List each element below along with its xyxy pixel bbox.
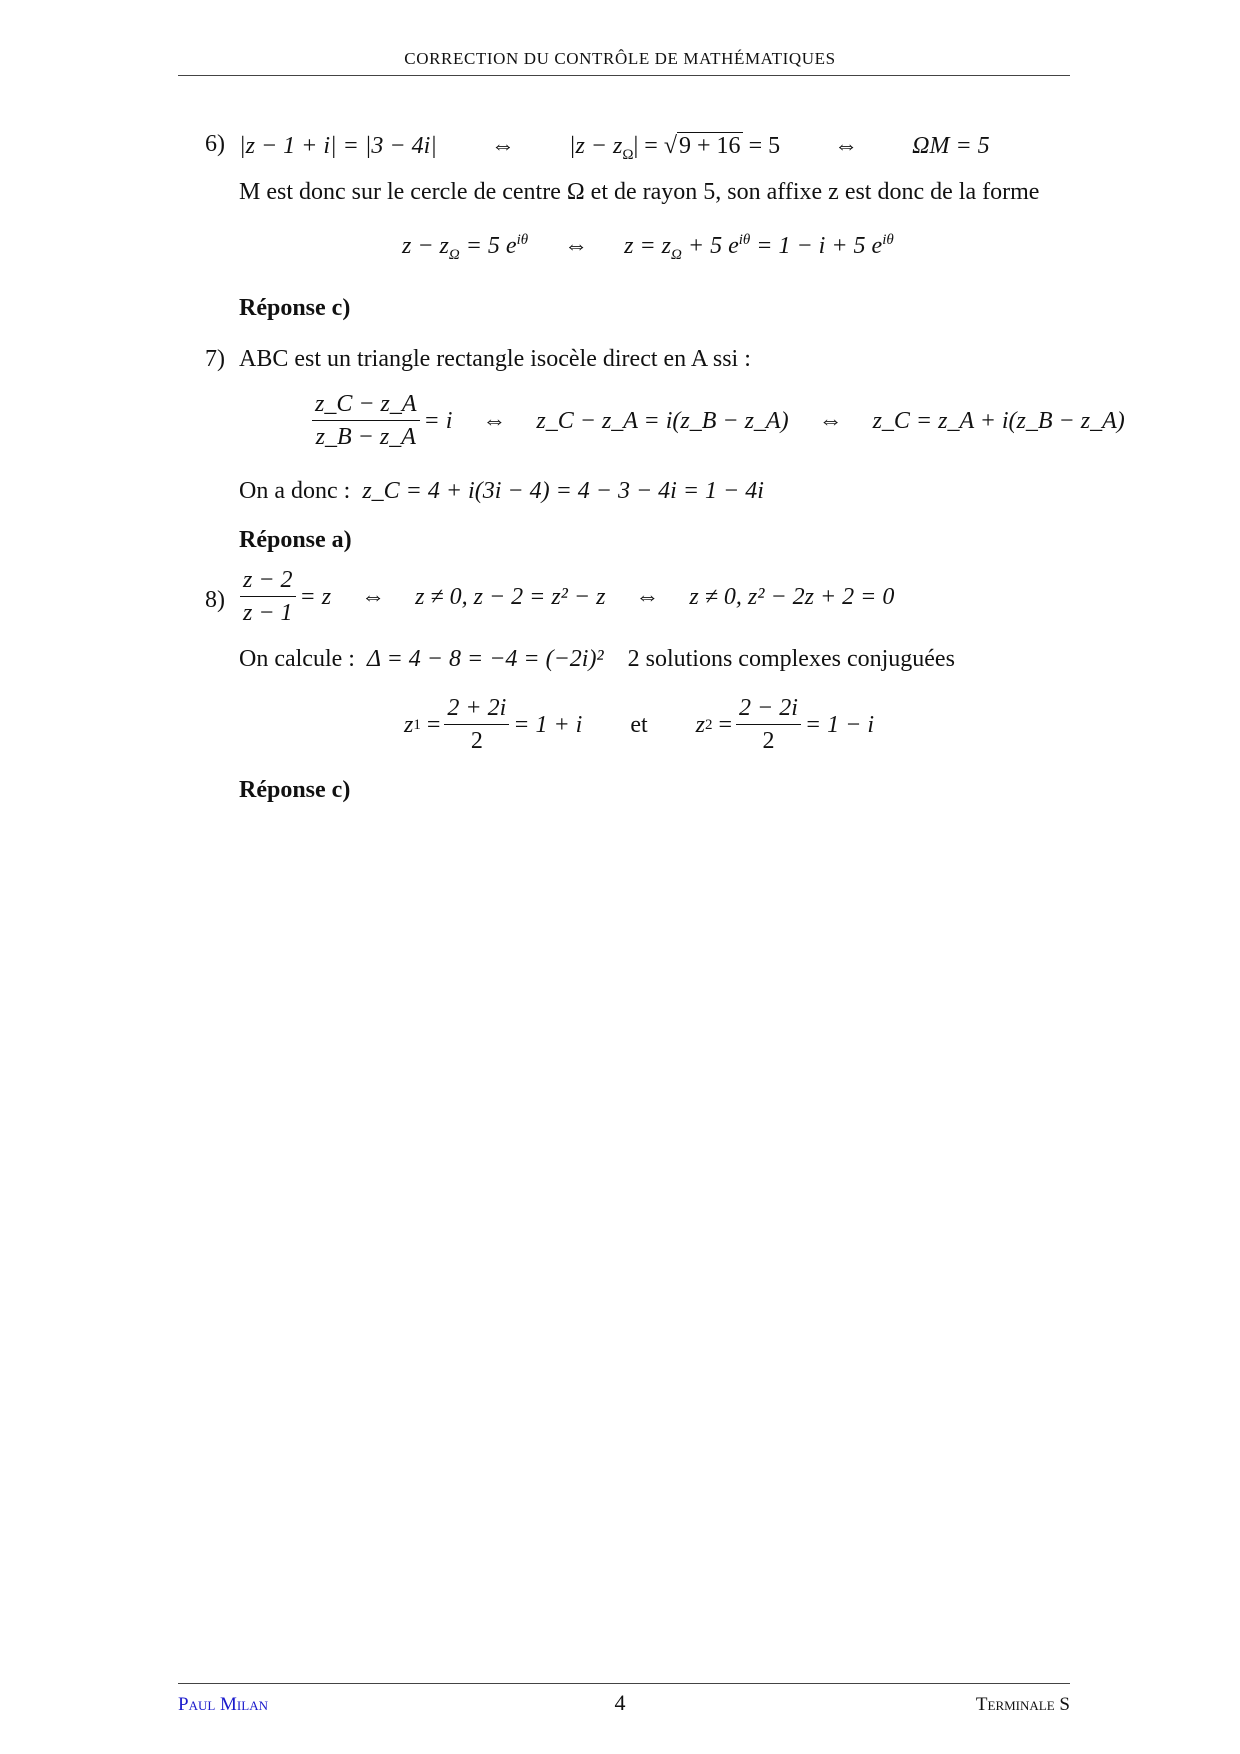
footer-class: Terminale S xyxy=(975,1694,1070,1715)
equiv-symbol: ⇔ xyxy=(564,233,589,259)
header-rule xyxy=(178,75,1070,76)
item-6-text: M est donc sur le cercle de centre Ω et de rayon 5, son affixe z est donc de la forme xyxy=(239,179,1040,205)
item-7-fraction: $\frac{z\_C - z\_A}{z\_B - z\_A}$ xyxy=(312,392,420,449)
equiv-symbol: ⇔ xyxy=(635,583,660,610)
item-6-eq-a: |z − 1 + i| = |3 − 4i| xyxy=(239,133,437,159)
item-8-number: 8) xyxy=(205,587,225,613)
item-8-calc: On calcule : Δ = 4 − 8 = −4 = (−2i)² 2 solutions complexes conjuguées xyxy=(239,646,955,672)
item-8-fraction: $\frac{z - 2}{z - 1}$ xyxy=(240,568,296,625)
item-6-answer: Réponse c) xyxy=(239,295,351,321)
equiv-symbol: ⇔ xyxy=(482,407,507,434)
item-7-answer: Réponse a) xyxy=(239,527,352,553)
footer-rule xyxy=(178,1683,1070,1684)
item-7-equation: $\frac{z\_C - z\_A}{z\_B - z\_A}$ = i ⇔ z_C − z_A = i(z_B − z_A) ⇔ z_C = z_A + i(z_B − z_A) xyxy=(308,392,1125,449)
z2-fraction: $\frac{2 - 2i}{2}$ xyxy=(736,696,801,753)
item-6-number: 6) xyxy=(205,131,225,157)
item-6-eq-c: ΩM = 5 xyxy=(912,133,990,159)
footer-author: Paul Milan xyxy=(178,1694,268,1715)
z1-fraction: $\frac{2 + 2i}{2}$ xyxy=(444,696,509,753)
item-6-formula: $z - z_\Omega = 5$ $e^{i\theta}$ ⇔ $z = z_\Omega + 5$ $e^{i\theta} = 1 - i + 5$ $e^{i\theta}$ xyxy=(402,232,894,263)
equiv-symbol: ⇔ xyxy=(818,407,843,434)
et-label: et xyxy=(630,711,648,738)
page-number: 4 xyxy=(614,1690,626,1715)
sqrt-radicand: 9 + 16 xyxy=(679,133,741,159)
equiv-symbol: ⇔ xyxy=(834,133,859,159)
item-8-answer: Réponse c) xyxy=(239,777,351,803)
item-8-equation: $\frac{z - 2}{z - 1}$ = z ⇔ z ≠ 0, z − 2 = z² − z ⇔ z ≠ 0, z² − 2z + 2 = 0 xyxy=(236,568,894,625)
page-header: CORRECTION DU CONTRÔLE DE MATHÉMATIQUES xyxy=(404,49,836,68)
item-8-solutions: z 1 = $\frac{2 + 2i}{2}$ = 1 + i et z 2 = $\frac{2 - 2i}{2}$ = 1 − i xyxy=(404,695,874,754)
item-7-text: ABC est un triangle rectangle isocèle direct en A ssi : xyxy=(239,346,751,372)
equiv-symbol: ⇔ xyxy=(361,583,386,610)
item-7-calc: On a donc : z_C = 4 + i(3i − 4) = 4 − 3 − 4i = 1 − 4i xyxy=(239,478,764,504)
equiv-symbol: ⇔ xyxy=(490,133,515,159)
item-7-number: 7) xyxy=(205,346,225,372)
item-6-equation: |z − 1 + i| = |3 − 4i| ⇔ $|z - z_\Omega| = √9 + 16 = 5$ ⇔ ΩM = 5 xyxy=(239,133,990,163)
